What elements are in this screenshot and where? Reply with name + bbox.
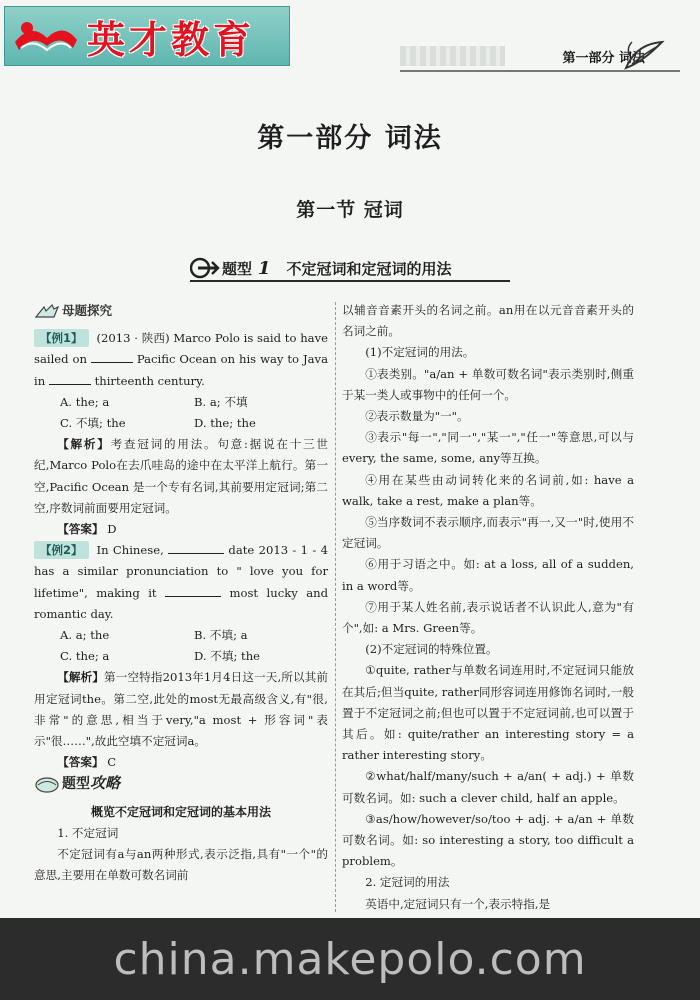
example-1-question: 【例1】 (2013 · 陕西) Marco Polo is said to have sailed on Pacific Ocean on his way to Java in thirteenth century. <box>34 331 328 388</box>
example-2-question: 【例2】 In Chinese, date 2013 - 1 - 4 has a similar pronunciation to " love you for lifetime", making it most lucky and romantic day. <box>34 543 329 621</box>
example-2-tag: 【例2】 <box>34 541 89 559</box>
publisher-logo <box>4 6 290 66</box>
strategy-title: 概览不定冠词和定冠词的基本用法 <box>90 804 271 819</box>
paragraph: (2)不定冠词的特殊位置。 <box>365 642 498 657</box>
paragraph: ③表示"每一","同一","某一","任一"等意思,可以与every, the same, some, any等互换。 <box>342 430 634 466</box>
qtype-text: 不定冠词和定冠词的用法 <box>286 259 452 278</box>
example-1-answer: 【答案】 D <box>57 522 117 537</box>
paragraph: ①quite, rather与单数名词连用时,不定冠词只能放在其后;但当quite, rather同形容词连用修饰名词时,一般置于不定冠词之前;但也可以置于不定冠词前,也可以置于其后。如: quite/rather an interesting story = a rather interesting story。 <box>342 663 634 763</box>
paragraph: 英语中,定冠词只有一个,表示特指,是 <box>365 896 551 911</box>
paragraph: ②表示数量为"一"。 <box>365 409 469 424</box>
blank <box>91 351 133 363</box>
item-1-heading: 1. 不定冠词 <box>57 825 119 840</box>
section-title: 第一节 冠词 <box>296 199 404 221</box>
option: B. a; 不填 <box>194 394 248 409</box>
blank <box>165 585 221 597</box>
paragraph: ②what/half/many/such + a/an( + adj.) + 单数可数名词。如: such a clever child, half an apple。 <box>342 769 634 805</box>
arrow-badge-icon <box>190 257 220 279</box>
example-2-answer: 【答案】 C <box>57 755 117 770</box>
paragraph: ⑦用于某人姓名前,表示说话者不认识此人,意为"有个",如: a Mrs. Green等。 <box>342 599 634 636</box>
paragraph: ③as/how/however/so/too + adj. + a/an + 单数可数名词。如: so interesting a story, too difficult a problem。 <box>342 811 634 869</box>
hand-pointer-icon <box>34 301 60 321</box>
option: D. the; the <box>194 416 256 431</box>
option: C. 不填; the <box>60 416 126 431</box>
qtype-label: 题型 <box>222 259 253 278</box>
paragraph: 2. 定冠词的用法 <box>365 875 450 890</box>
option: D. 不填; the <box>194 649 261 664</box>
example-1-tag: 【例1】 <box>34 329 89 347</box>
right-column <box>342 300 634 915</box>
paragraph: 以辅音音素开头的名词之前。an用在以元音音素开头的名词之前。 <box>342 303 634 339</box>
paragraph: ④用在某些由动词转化来的名词前,如: have a walk, take a rest, make a plan等。 <box>342 472 634 508</box>
strategy-badge-text: 题型攻略 <box>62 774 121 793</box>
qtype-number: 1 <box>258 257 271 279</box>
question-type-banner <box>190 256 510 282</box>
option: A. a; the <box>60 628 110 643</box>
example-1-analysis: 【解析】考查冠词的用法。句意:据说在十三世纪,Marco Polo在去爪哇岛的途中在太平洋上航行。第一空,Pacific Ocean 是一个专有名词,其前要用定冠词;第二空,序数词前面要用定冠词。 <box>34 437 328 515</box>
book-logo-icon <box>11 12 81 60</box>
paragraph: ⑥用于习语之中。如: at a loss, all of a sudden, in a word等。 <box>342 557 634 593</box>
example-2-options-row <box>34 646 328 667</box>
watermark-text: china.makepolo.com <box>113 933 587 985</box>
paragraph: (1)不定冠词的用法。 <box>365 345 475 360</box>
example-2-options-row <box>34 625 328 646</box>
option: C. the; a <box>60 649 110 664</box>
example-1-options-row <box>34 392 328 413</box>
watermark-bar <box>0 918 700 1000</box>
globe-swirl-icon <box>34 774 60 794</box>
paragraph: ①表类别。"a/an + 单数可数名词"表示类别时,侧重于某一类人或事物中的任何一个。 <box>342 366 634 402</box>
left-column <box>34 300 328 886</box>
example-1-options-row <box>34 413 328 434</box>
item-1-text: 不定冠词有a与an两种形式,表示泛指,具有"一个"的意思,主要用在单数可数名词前 <box>34 847 328 883</box>
header-faint-strip <box>400 46 505 66</box>
logo-text: 英才教育 <box>87 17 256 62</box>
option: A. the; a <box>60 394 110 409</box>
paragraph: ⑤当序数词不表示顺序,而表示"再一,又一"时,使用不定冠词。 <box>342 515 634 551</box>
example-2-analysis: 【解析】第一空特指2013年1月4日这一天,所以其前用定冠词the。第二空,此处的most无最高级含义,有"很,非常"的意思,相当于very,"a most + 形容词"表示"很……",故此空填不定冠词a。 <box>34 670 328 749</box>
blank <box>49 373 91 385</box>
leaf-ornament-icon <box>622 38 666 74</box>
option: B. 不填; a <box>194 628 248 643</box>
badge-text: 母题探究 <box>62 303 113 319</box>
part-title: 第一部分 词法 <box>257 123 443 154</box>
column-divider <box>335 302 336 912</box>
running-header: 第一部分 词法 <box>562 50 645 66</box>
strategy-badge <box>34 773 120 795</box>
blank <box>168 542 224 554</box>
mother-question-badge <box>34 300 112 322</box>
